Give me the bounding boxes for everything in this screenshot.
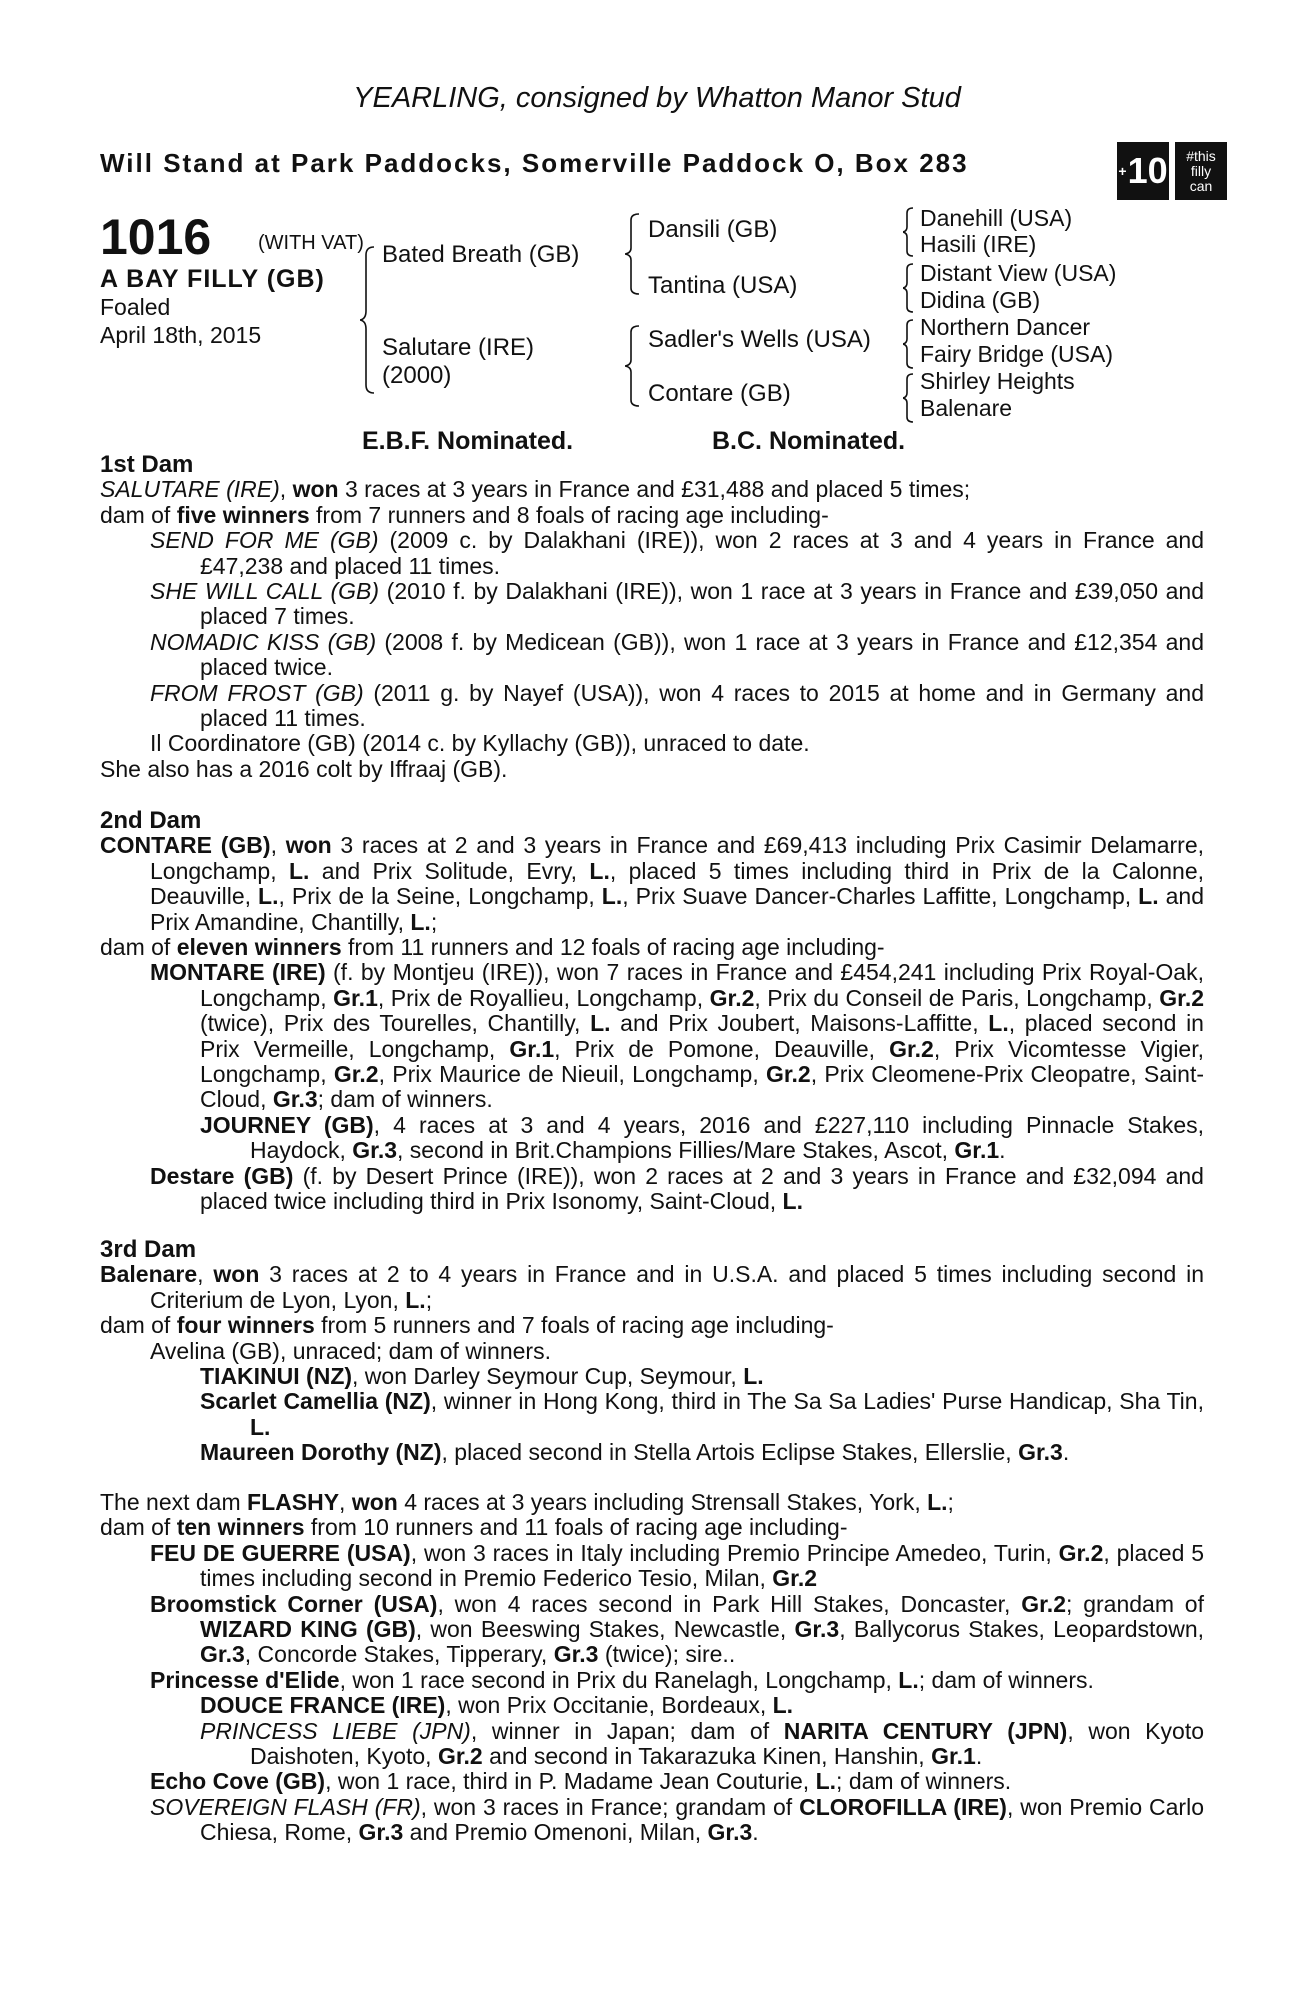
produce-note: She also has a 2016 colt by Iffraaj (GB). — [100, 755, 508, 782]
produce-item: Il Coordinatore (GB) (2014 c. by Kyllachy (GB)), unraced to date. — [150, 730, 810, 757]
second-dam-heading: 2nd Dam — [100, 807, 202, 834]
second-dam-section — [100, 808, 1204, 1215]
produce-item: Destare (GB) (f. by Desert Prince (IRE)), won 2 races at 2 and 3 years in France and £32,094 and placed twice including third in Prix Isonomy, Saint-Cloud, L. — [150, 1162, 1204, 1215]
promo-badge — [1117, 142, 1227, 200]
pedigree-g7: Shirley Heights — [920, 368, 1075, 394]
second-dam-produce-summary: dam of eleven winners from 11 runners and 12 foals of racing age including- — [100, 934, 885, 961]
produce-item: FROM FROST (GB) (2011 g. by Nayef (USA)), won 4 races to 2015 at home and in Germany and placed 11 times. — [150, 679, 1204, 732]
g5-brace — [903, 318, 917, 370]
bc-nominated: B.C. Nominated. — [712, 427, 906, 455]
pedigree-g4: Didina (GB) — [920, 287, 1041, 313]
produce-item: SOVEREIGN FLASH (FR), won 3 races in France; grandam of CLOROFILLA (IRE), won Premio Carlo Chiesa, Rome, Gr.3 and Premio Omenoni, Milan, Gr.3. — [150, 1793, 1204, 1846]
third-dam-produce-summary: dam of four winners from 5 runners and 7 foals of racing age including- — [100, 1312, 834, 1339]
vat-note: (WITH VAT) — [258, 232, 364, 254]
pedigree-sire-sire: Dansili (GB) — [648, 216, 778, 243]
pedigree-sire: Bated Breath (GB) — [382, 241, 580, 268]
produce-item: NOMADIC KISS (GB) (2008 f. by Medicean (GB)), won 1 race at 3 years in France and £12,354 and placed twice. — [150, 628, 1205, 681]
lot-number: 1016 — [100, 209, 212, 265]
sire-line-brace — [625, 212, 645, 296]
produce-item: Maureen Dorothy (NZ), placed second in Stella Artois Eclipse Stakes, Ellerslie, Gr.3. — [200, 1439, 1070, 1466]
first-dam-produce-summary: dam of five winners from 7 runners and 8 foals of racing age including- — [100, 501, 829, 528]
first-dam-record: SALUTARE (IRE), won 3 races at 3 years in France and £31,488 and placed 5 times; — [100, 476, 971, 503]
produce-item: Broomstick Corner (USA), won 4 races second in Park Hill Stakes, Doncaster, Gr.2; grandam of WIZARD KING (GB), won Beeswing Stakes, Newcastle, Gr.3, Ballycorus Stakes, Leopardstown, Gr.3, Concorde Stakes, Tipperary, Gr.3 (twice); sire.. — [150, 1590, 1205, 1668]
page-title: YEARLING, consigned by Whatton Manor Stud — [353, 82, 961, 114]
pedigree-g5: Northern Dancer — [920, 314, 1091, 340]
plus10-logo: + 10 — [1117, 142, 1169, 200]
g3-brace — [903, 262, 917, 314]
second-dam-record: CONTARE (GB), won 3 races at 2 and 3 years in France and £69,413 including Prix Casimir Delamarre, Longchamp, L. and Prix Solitude, Evry, L., placed 5 times including third in Prix de la Calonne, Deauville, L., Prix de la Seine, Longchamp, L., Prix Suave Dancer-Charles Laffitte, Longchamp, L. and Prix Amandine, Chantilly, L.; — [100, 832, 1205, 935]
first-dam-section — [100, 452, 1204, 782]
third-dam-section — [100, 1237, 1204, 1466]
produce-item: PRINCESS LIEBE (JPN), winner in Japan; dam of NARITA CENTURY (JPN), won Kyoto Daishoten, Kyoto, Gr.2 and second in Takarazuka Kinen, Hanshin, Gr.1. — [200, 1717, 1204, 1770]
first-dam-heading: 1st Dam — [100, 451, 194, 478]
produce-item: Avelina (GB), unraced; dam of winners. — [150, 1337, 551, 1364]
produce-item: Scarlet Camellia (NZ), winner in Hong Kong, third in The Sa Sa Ladies' Purse Handicap, Sha Tin, L. — [200, 1388, 1204, 1440]
produce-item: MONTARE (IRE) (f. by Montjeu (IRE)), won 7 races in France and £454,241 including Prix Royal-Oak, Longchamp, Gr.1, Prix de Royallieu, Longchamp, Gr.2, Prix du Conseil de Paris, Longchamp, Gr.2 (twice), Prix des Tourelles, Chantilly, L. and Prix Joubert, Maisons-Laffitte, L., placed second in Prix Vermeille, Longchamp, Gr.1, Prix de Pomone, Deauville, Gr.2, Prix Vicomtesse Vigier, Longchamp, Gr.2, Prix Maurice de Nieuil, Longchamp, Gr.2, Prix Cleomene-Prix Cleopatre, Saint-Cloud, Gr.3; dam of winners. — [150, 959, 1205, 1113]
pedigree-g6: Fairy Bridge (USA) — [920, 341, 1113, 367]
produce-item: SEND FOR ME (GB) (2009 c. by Dalakhani (IRE)), won 2 races at 3 and 4 years in France and £47,238 and placed 11 times. — [150, 527, 1205, 579]
pedigree-g2: Hasili (IRE) — [920, 231, 1037, 257]
produce-item: Princesse d'Elide, won 1 race second in Prix du Ranelagh, Longchamp, L.; dam of winners. — [150, 1666, 1094, 1693]
pedigree-g3: Distant View (USA) — [920, 260, 1117, 286]
dam-line-brace — [625, 324, 645, 408]
produce-item: SHE WILL CALL (GB) (2010 f. by Dalakhani (IRE)), won 1 race at 3 years in France and £39,050 and placed 7 times. — [150, 578, 1204, 630]
pedigree-dam-year: (2000) — [382, 362, 452, 389]
stand-location: Will Stand at Park Paddocks, Somerville Paddock O, Box 283 — [100, 148, 969, 178]
pedigree-dam-dam: Contare (GB) — [648, 380, 791, 407]
ebf-nominated: E.B.F. Nominated. — [362, 427, 574, 455]
produce-item: FEU DE GUERRE (USA), won 3 races in Italy including Premio Principe Amedeo, Turin, Gr.2, placed 5 times including second in Premio Federico Tesio, Milan, Gr.2 — [150, 1539, 1204, 1592]
produce-item: JOURNEY (GB), 4 races at 3 and 4 years, 2016 and £227,110 including Pinnacle Stakes, Haydock, Gr.3, second in Brit.Champions Fillies/Mare Stakes, Ascot, Gr.1. — [200, 1111, 1204, 1164]
pedigree-g1: Danehill (USA) — [920, 205, 1073, 231]
next-dam-produce-summary: dam of ten winners from 10 runners and 11 foals of racing age including- — [100, 1514, 848, 1541]
produce-item: TIAKINUI (NZ), won Darley Seymour Cup, Seymour, L. — [200, 1363, 764, 1390]
foaled-date: Foaled April 18th, 2015 — [100, 294, 262, 348]
g1-brace — [903, 206, 917, 258]
pedigree-sire-dam: Tantina (USA) — [648, 272, 798, 299]
sire-dam-brace — [360, 245, 380, 395]
produce-item: Echo Cove (GB), won 1 race, third in P. Madame Jean Couturie, L.; dam of winners. — [150, 1768, 1012, 1795]
pedigree-dam-sire: Sadler's Wells (USA) — [648, 326, 871, 353]
pedigree-g8: Balenare — [920, 395, 1013, 421]
next-dam-record: The next dam FLASHY, won 4 races at 3 years including Strensall Stakes, York, L.; — [100, 1489, 954, 1515]
produce-item: DOUCE FRANCE (IRE), won Prix Occitanie, Bordeaux, L. — [200, 1692, 794, 1719]
third-dam-record: Balenare, won 3 races at 2 to 4 years in France and in U.S.A. and placed 5 times including second in Criterium de Lyon, Lyon, L.; — [100, 1261, 1204, 1313]
g7-brace — [903, 372, 917, 424]
this-filly-can-logo: #this filly can — [1175, 142, 1227, 200]
next-dam-section — [100, 1490, 1204, 1846]
horse-description: A BAY FILLY (GB) — [100, 265, 325, 293]
third-dam-heading: 3rd Dam — [100, 1236, 197, 1263]
pedigree-dam: Salutare (IRE) — [382, 334, 535, 361]
